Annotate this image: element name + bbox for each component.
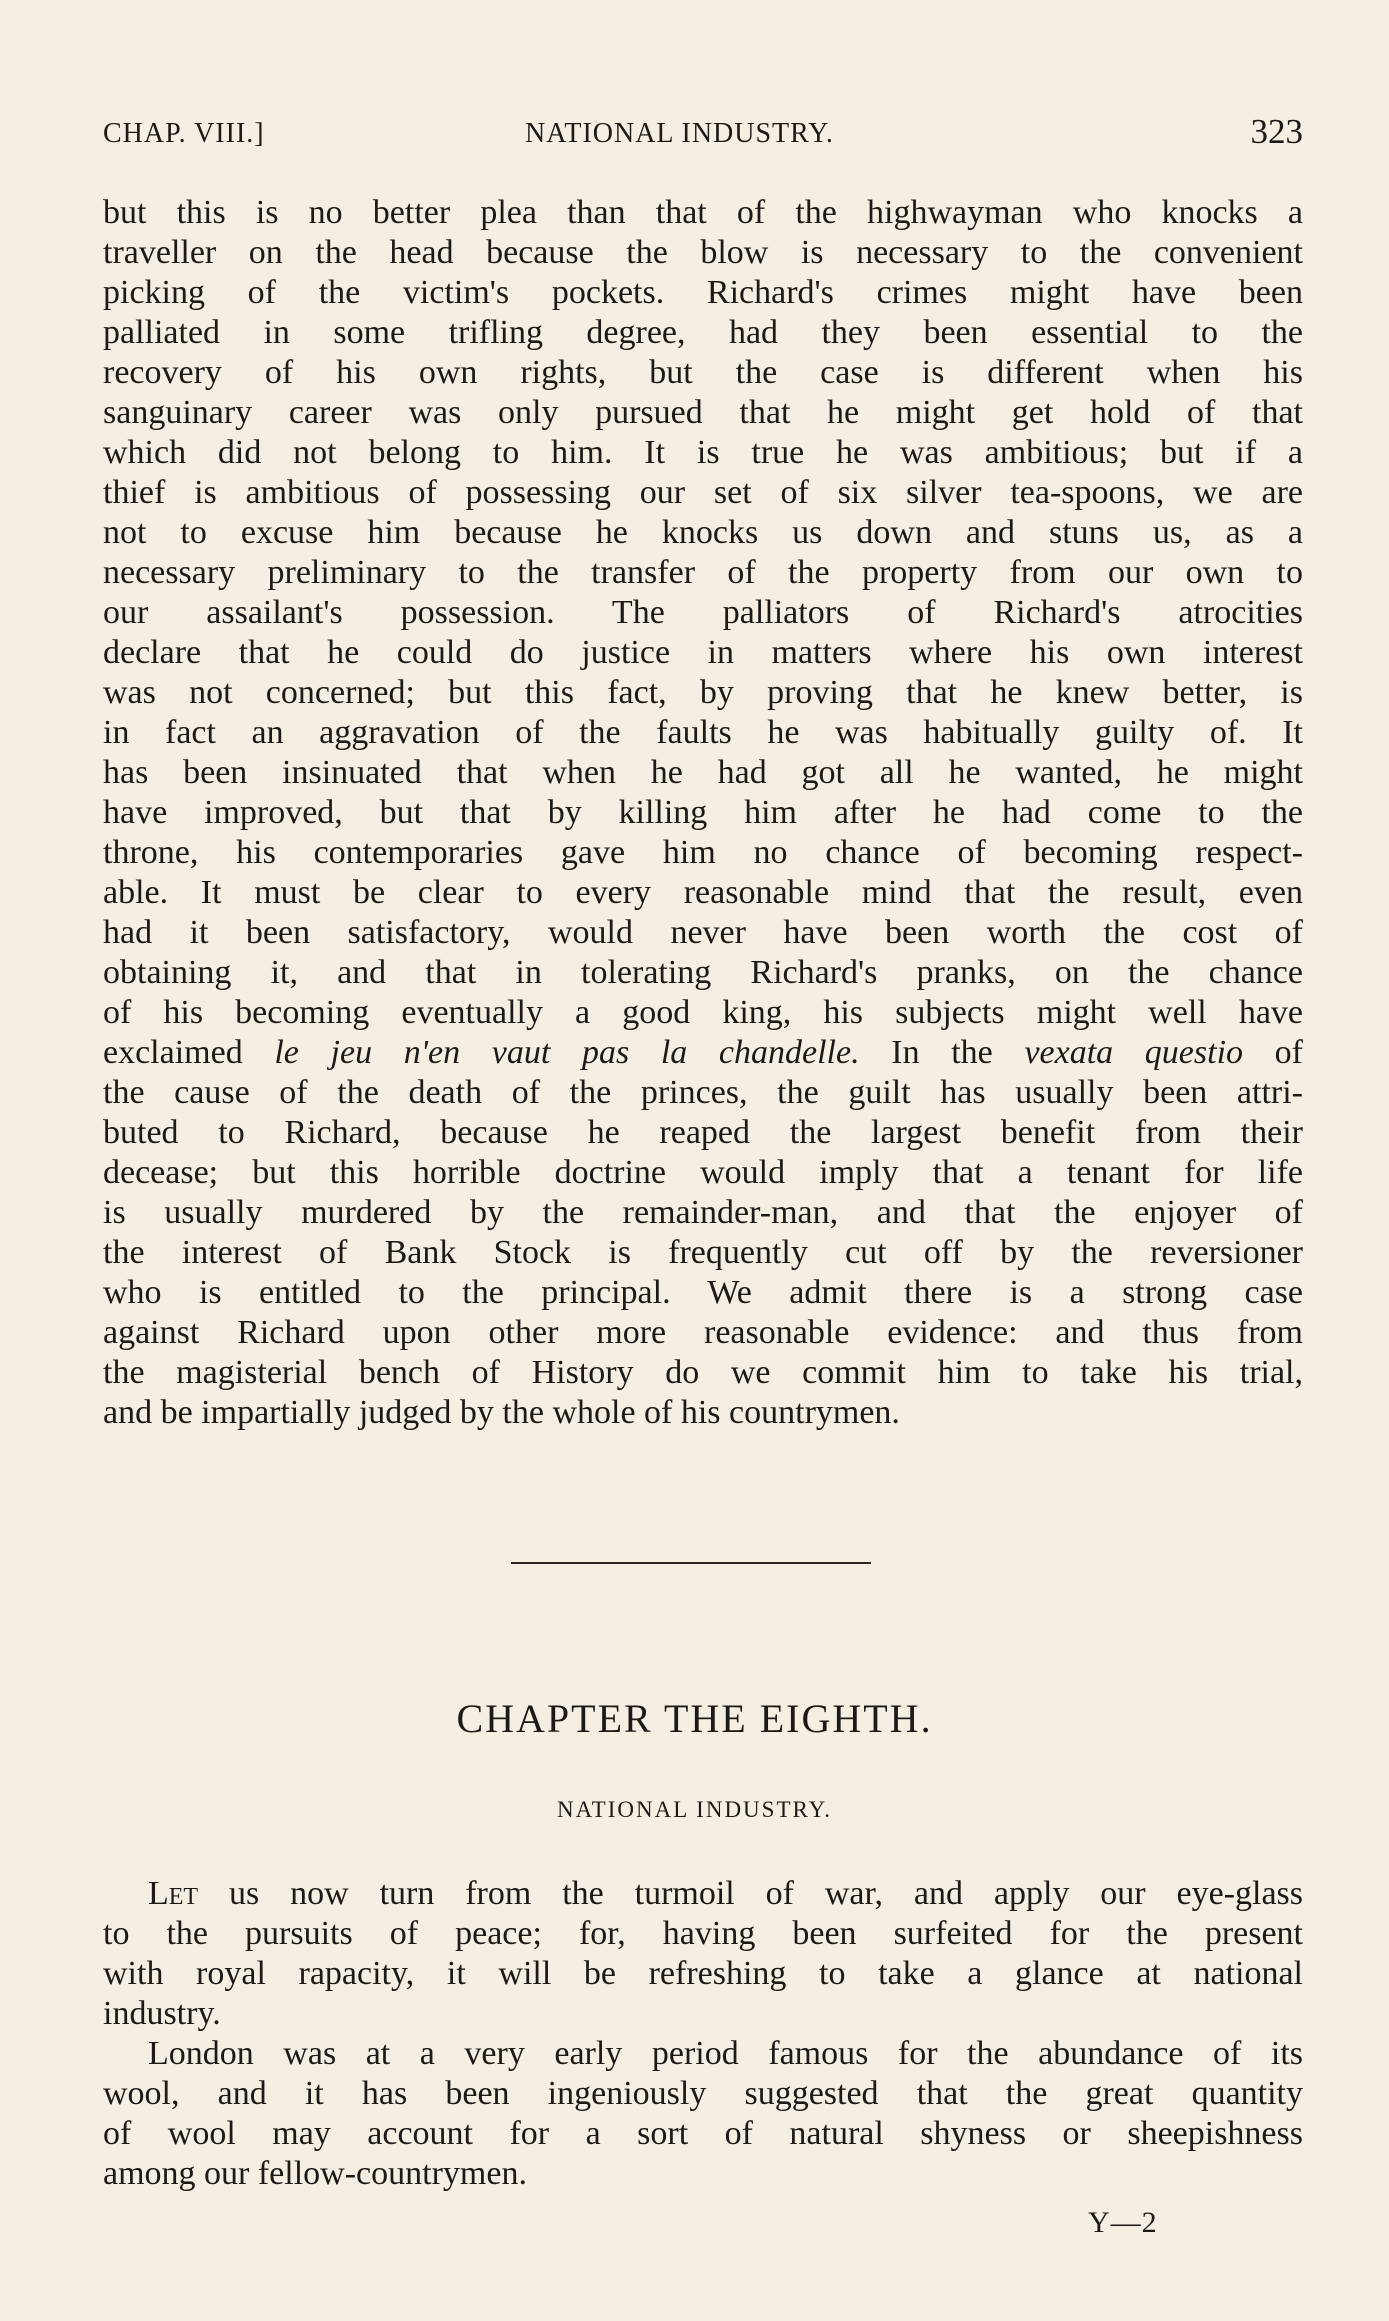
opening-word: Let <box>148 1875 199 1912</box>
text-line: not to excuse him because he knocks us down and stuns us, as a <box>103 514 1303 551</box>
text-line: traveller on the head because the blow is necessary to the convenient <box>103 234 1303 271</box>
text-line: sanguinary career was only pursued that he might get hold of that <box>103 394 1303 431</box>
text-line: in fact an aggravation of the faults he was habitually guilty of. It <box>103 714 1303 751</box>
text-line: the magisterial bench of History do we commit him to take his trial, <box>103 1354 1303 1391</box>
italic-phrase-latin: vexata questio <box>1024 1034 1244 1071</box>
text-line: had it been satisfactory, would never have been worth the cost of <box>103 914 1303 951</box>
text-line: obtaining it, and that in tolerating Richard's pranks, on the chance <box>103 954 1303 991</box>
text-line: of his becoming eventually a good king, his subjects might well have <box>103 994 1303 1031</box>
text-span: us now turn from the turmoil of war, and apply our eye-glass <box>198 1875 1303 1912</box>
text-line: with royal rapacity, it will be refreshing to take a glance at national <box>103 1955 1303 1992</box>
text-line: has been insinuated that when he had got all he wanted, he might <box>103 754 1303 791</box>
text-line: decease; but this horrible doctrine would imply that a tenant for life <box>103 1154 1303 1191</box>
chapter-title: CHAPTER THE EIGHTH. <box>456 1696 933 1741</box>
text-line: palliated in some trifling degree, had they been essential to the <box>103 314 1303 351</box>
text-line: is usually murdered by the remainder-man, and that the enjoyer of <box>103 1194 1303 1231</box>
text-line: London was at a very early period famous for the abundance of its <box>148 2035 1303 2072</box>
text-span: of <box>1243 1034 1304 1071</box>
running-head <box>103 112 1303 156</box>
text-line: who is entitled to the principal. We admit there is a strong case <box>103 1274 1303 1311</box>
text-line <box>103 1874 1303 1914</box>
signature-mark: Y—2 <box>1088 2206 1158 2239</box>
text-line: but this is no better plea than that of the highwayman who knocks a <box>103 194 1303 231</box>
text-line: able. It must be clear to every reasonable mind that the result, even <box>103 874 1303 911</box>
text-line: industry. <box>103 1995 221 2032</box>
chapter-body <box>103 1874 1303 2194</box>
text-line: the cause of the death of the princes, the guilt has usually been attri- <box>103 1074 1303 1111</box>
text-line: throne, his contemporaries gave him no chance of becoming respect- <box>103 834 1303 871</box>
text-line: was not concerned; but this fact, by proving that he knew better, is <box>103 674 1303 711</box>
paragraph-continued <box>103 193 1303 1433</box>
text-line: picking of the victim's pockets. Richard's crimes might have been <box>103 274 1303 311</box>
text-line: our assailant's possession. The palliators of Richard's atrocities <box>103 594 1303 631</box>
chapter-reference: CHAP. VIII.] <box>103 118 265 149</box>
italic-phrase-french: le jeu n'en vaut pas la chandelle. <box>274 1034 860 1071</box>
text-line: wool, and it has been ingeniously suggested that the great quantity <box>103 2075 1303 2112</box>
text-line: which did not belong to him. It is true he was ambitious; but if a <box>103 434 1303 471</box>
chapter-subtitle: NATIONAL INDUSTRY. <box>557 1797 832 1822</box>
text-line: declare that he could do justice in matters where his own interest <box>103 634 1303 671</box>
text-line: recovery of his own rights, but the case is different when his <box>103 354 1303 391</box>
text-line: buted to Richard, because he reaped the largest benefit from their <box>103 1114 1303 1151</box>
text-line: and be impartially judged by the whole of his countrymen. <box>103 1394 900 1431</box>
text-line: thief is ambitious of possessing our set of six silver tea-spoons, we are <box>103 474 1303 511</box>
text-span: exclaimed <box>103 1034 275 1071</box>
text-line: of wool may account for a sort of natural shyness or sheepishness <box>103 2115 1303 2152</box>
page-number: 323 <box>1250 112 1303 151</box>
text-line: have improved, but that by killing him after he had come to the <box>103 794 1303 831</box>
section-divider <box>511 1562 871 1564</box>
running-title: NATIONAL INDUSTRY. <box>525 118 834 149</box>
text-line: against Richard upon other more reasonable evidence: and thus from <box>103 1314 1303 1351</box>
text-span: In the <box>859 1034 1025 1071</box>
text-line: among our fellow-countrymen. <box>103 2155 527 2192</box>
text-line: the interest of Bank Stock is frequently cut off by the reversioner <box>103 1234 1303 1271</box>
text-line-with-italics <box>103 1033 1303 1073</box>
text-line: to the pursuits of peace; for, having been surfeited for the present <box>103 1915 1303 1952</box>
text-line: necessary preliminary to the transfer of the property from our own to <box>103 554 1303 591</box>
